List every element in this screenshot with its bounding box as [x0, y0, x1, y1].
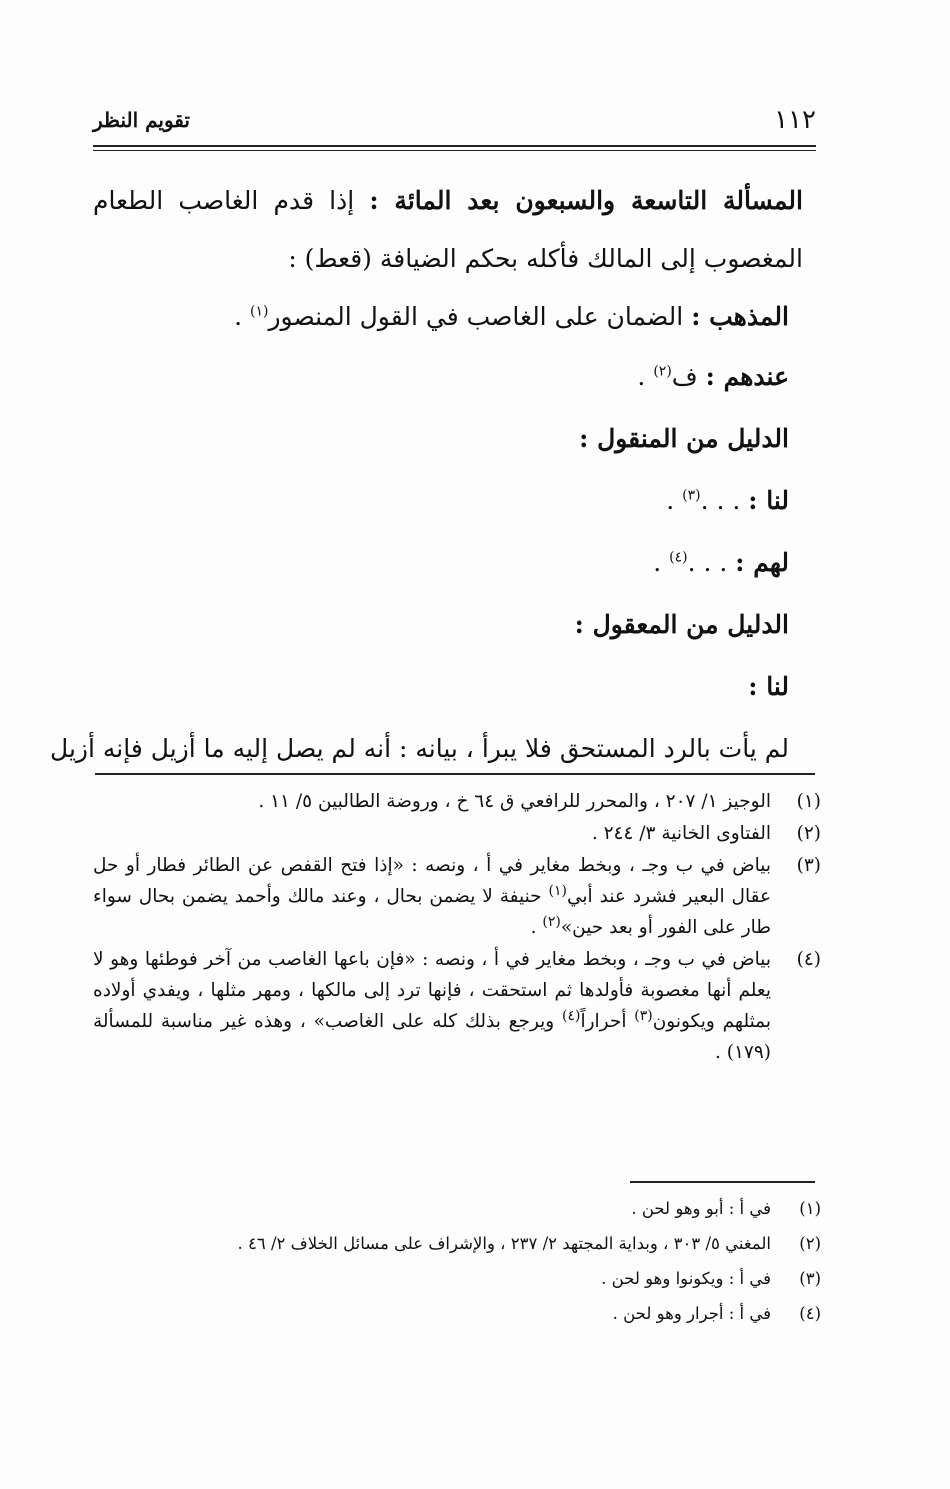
header-rule-thin — [93, 150, 816, 151]
footnote-number: (٣) — [796, 855, 821, 876]
footnote-ref: (٢) — [542, 913, 561, 930]
editor-note-number: (٤) — [799, 1304, 821, 1323]
madhhab-label: المذهب : — [691, 302, 789, 331]
lana2-label: لنا : — [748, 672, 789, 701]
footnote-text-part: بياض في ب وجـ ، وبخط مغاير في أ ، ونصه : «فإن باعها الغاصب من آخر فوطئها وهو لا يعلم أنها مغصوبة فأولدها ثم استحقت ، فإنها ترد إلى مالكها ، ومهر مثلها ، ويفدي أولاده بمثلهم ويكونون — [93, 949, 772, 1032]
maqul-heading: الدليل من المعقول : — [574, 610, 789, 639]
footnote-ref: (١) — [250, 303, 269, 320]
book-title: تقويم النظر — [93, 108, 190, 132]
footnote-ref: (٢) — [653, 363, 672, 380]
lana1-line — [93, 470, 803, 532]
main-text — [50, 172, 803, 780]
issue-title: المسألة التاسعة والسبعون بعد المائة : — [369, 186, 803, 215]
editor-note-text: في أ : أبو وهو لحن . — [631, 1199, 771, 1218]
ellipsis: . . . — [700, 486, 741, 515]
ellipsis: . . . — [687, 548, 728, 577]
footnote — [93, 818, 821, 849]
footnotes — [93, 786, 821, 1069]
footnote-text-part: أحراراً — [580, 1011, 635, 1032]
footnote-text — [93, 850, 771, 943]
footnote-text-part: بياض في ب وجـ ، وبخط مغاير في أ ، ونصه : «إذا فتح القفص عن الطائر فطار أو حل عقال البعير فشرد عند أبي — [93, 855, 771, 907]
footnote-text: الوجيز ١/ ٢٠٧ ، والمحرر للرافعي ق ٦٤ خ ، وروضة الطالبين ٥/ ١١ . — [258, 791, 771, 812]
indahum-text: ف — [671, 362, 698, 391]
period: . — [637, 362, 646, 391]
editor-note — [100, 1264, 821, 1293]
editor-note-text: المغني ٥/ ٣٠٣ ، وبداية المجتهد ٢/ ٢٣٧ ، والإشراف على مسائل الخلاف ٢/ ٤٦ . — [237, 1234, 771, 1253]
editor-note-number: (٣) — [799, 1269, 821, 1288]
editor-notes — [100, 1194, 821, 1334]
editor-note-text: في أ : ويكونوا وهو لحن . — [601, 1269, 771, 1288]
footnote — [93, 944, 821, 1068]
footnote-text: الفتاوى الخانية ٣/ ٢٤٤ . — [591, 823, 771, 844]
madhhab-line — [93, 288, 803, 346]
footnote-ref: (٤) — [562, 1007, 581, 1024]
lana-label: لنا : — [748, 486, 789, 515]
footnote-text-part: حنيفة لا يضمن بحال ، وعند مالك وأحمد يضمن بحال سواء طار على الفور أو بعد حين» — [93, 886, 771, 938]
footnote-separator — [95, 773, 815, 775]
last-line: لم يأت بالرد المستحق فلا يبرأ ، بيانه : أنه لم يصل إليه ما أزيل فإنه أزيل — [50, 734, 789, 763]
header-rule — [93, 145, 816, 147]
footnote-text-part: . — [530, 917, 543, 938]
footnote-ref: (١) — [548, 882, 567, 899]
indahum-line — [93, 346, 803, 408]
editor-note — [100, 1194, 821, 1223]
editor-note — [100, 1229, 821, 1258]
issue-line2: المغصوب إلى المالك فأكله بحكم الضيافة (قعط) : — [288, 244, 803, 273]
lahum-line — [93, 532, 803, 594]
footnote-ref: (٣) — [634, 1007, 653, 1024]
editor-note-number: (٢) — [799, 1234, 821, 1253]
footnote-number: (٢) — [796, 823, 821, 844]
page-number: ١١٢ — [774, 105, 816, 135]
footnote-text — [93, 944, 771, 1068]
footnote-ref: (٤) — [669, 549, 688, 566]
footnote-number: (١) — [796, 791, 821, 812]
running-header — [93, 105, 816, 137]
period: . — [666, 486, 675, 515]
editor-note-text: في أ : أجرار وهو لحن . — [612, 1304, 771, 1323]
madhhab-text: الضمان على الغاصب في القول المنصور — [268, 302, 684, 331]
footnote-text-part: ويرجع بذلك كله على الغاصب» ، وهذه غير مناسبة للمسألة (١٧٩) . — [93, 1011, 771, 1063]
footnote — [93, 786, 821, 817]
footnote — [93, 850, 821, 943]
period: . — [653, 548, 662, 577]
editor-note-number: (١) — [799, 1199, 821, 1218]
indahum-label: عندهم : — [705, 362, 789, 391]
footnote-ref: (٣) — [682, 487, 701, 504]
footnote-number: (٤) — [796, 949, 821, 970]
issue-title-line — [93, 172, 803, 230]
issue-line1-rest: إذا قدم الغاصب الطعام — [93, 186, 355, 215]
editor-notes-separator — [630, 1181, 815, 1183]
lahum-label: لهم : — [735, 548, 789, 577]
manqul-heading: الدليل من المنقول : — [579, 424, 789, 453]
editor-note — [100, 1299, 821, 1328]
period: . — [234, 302, 243, 331]
